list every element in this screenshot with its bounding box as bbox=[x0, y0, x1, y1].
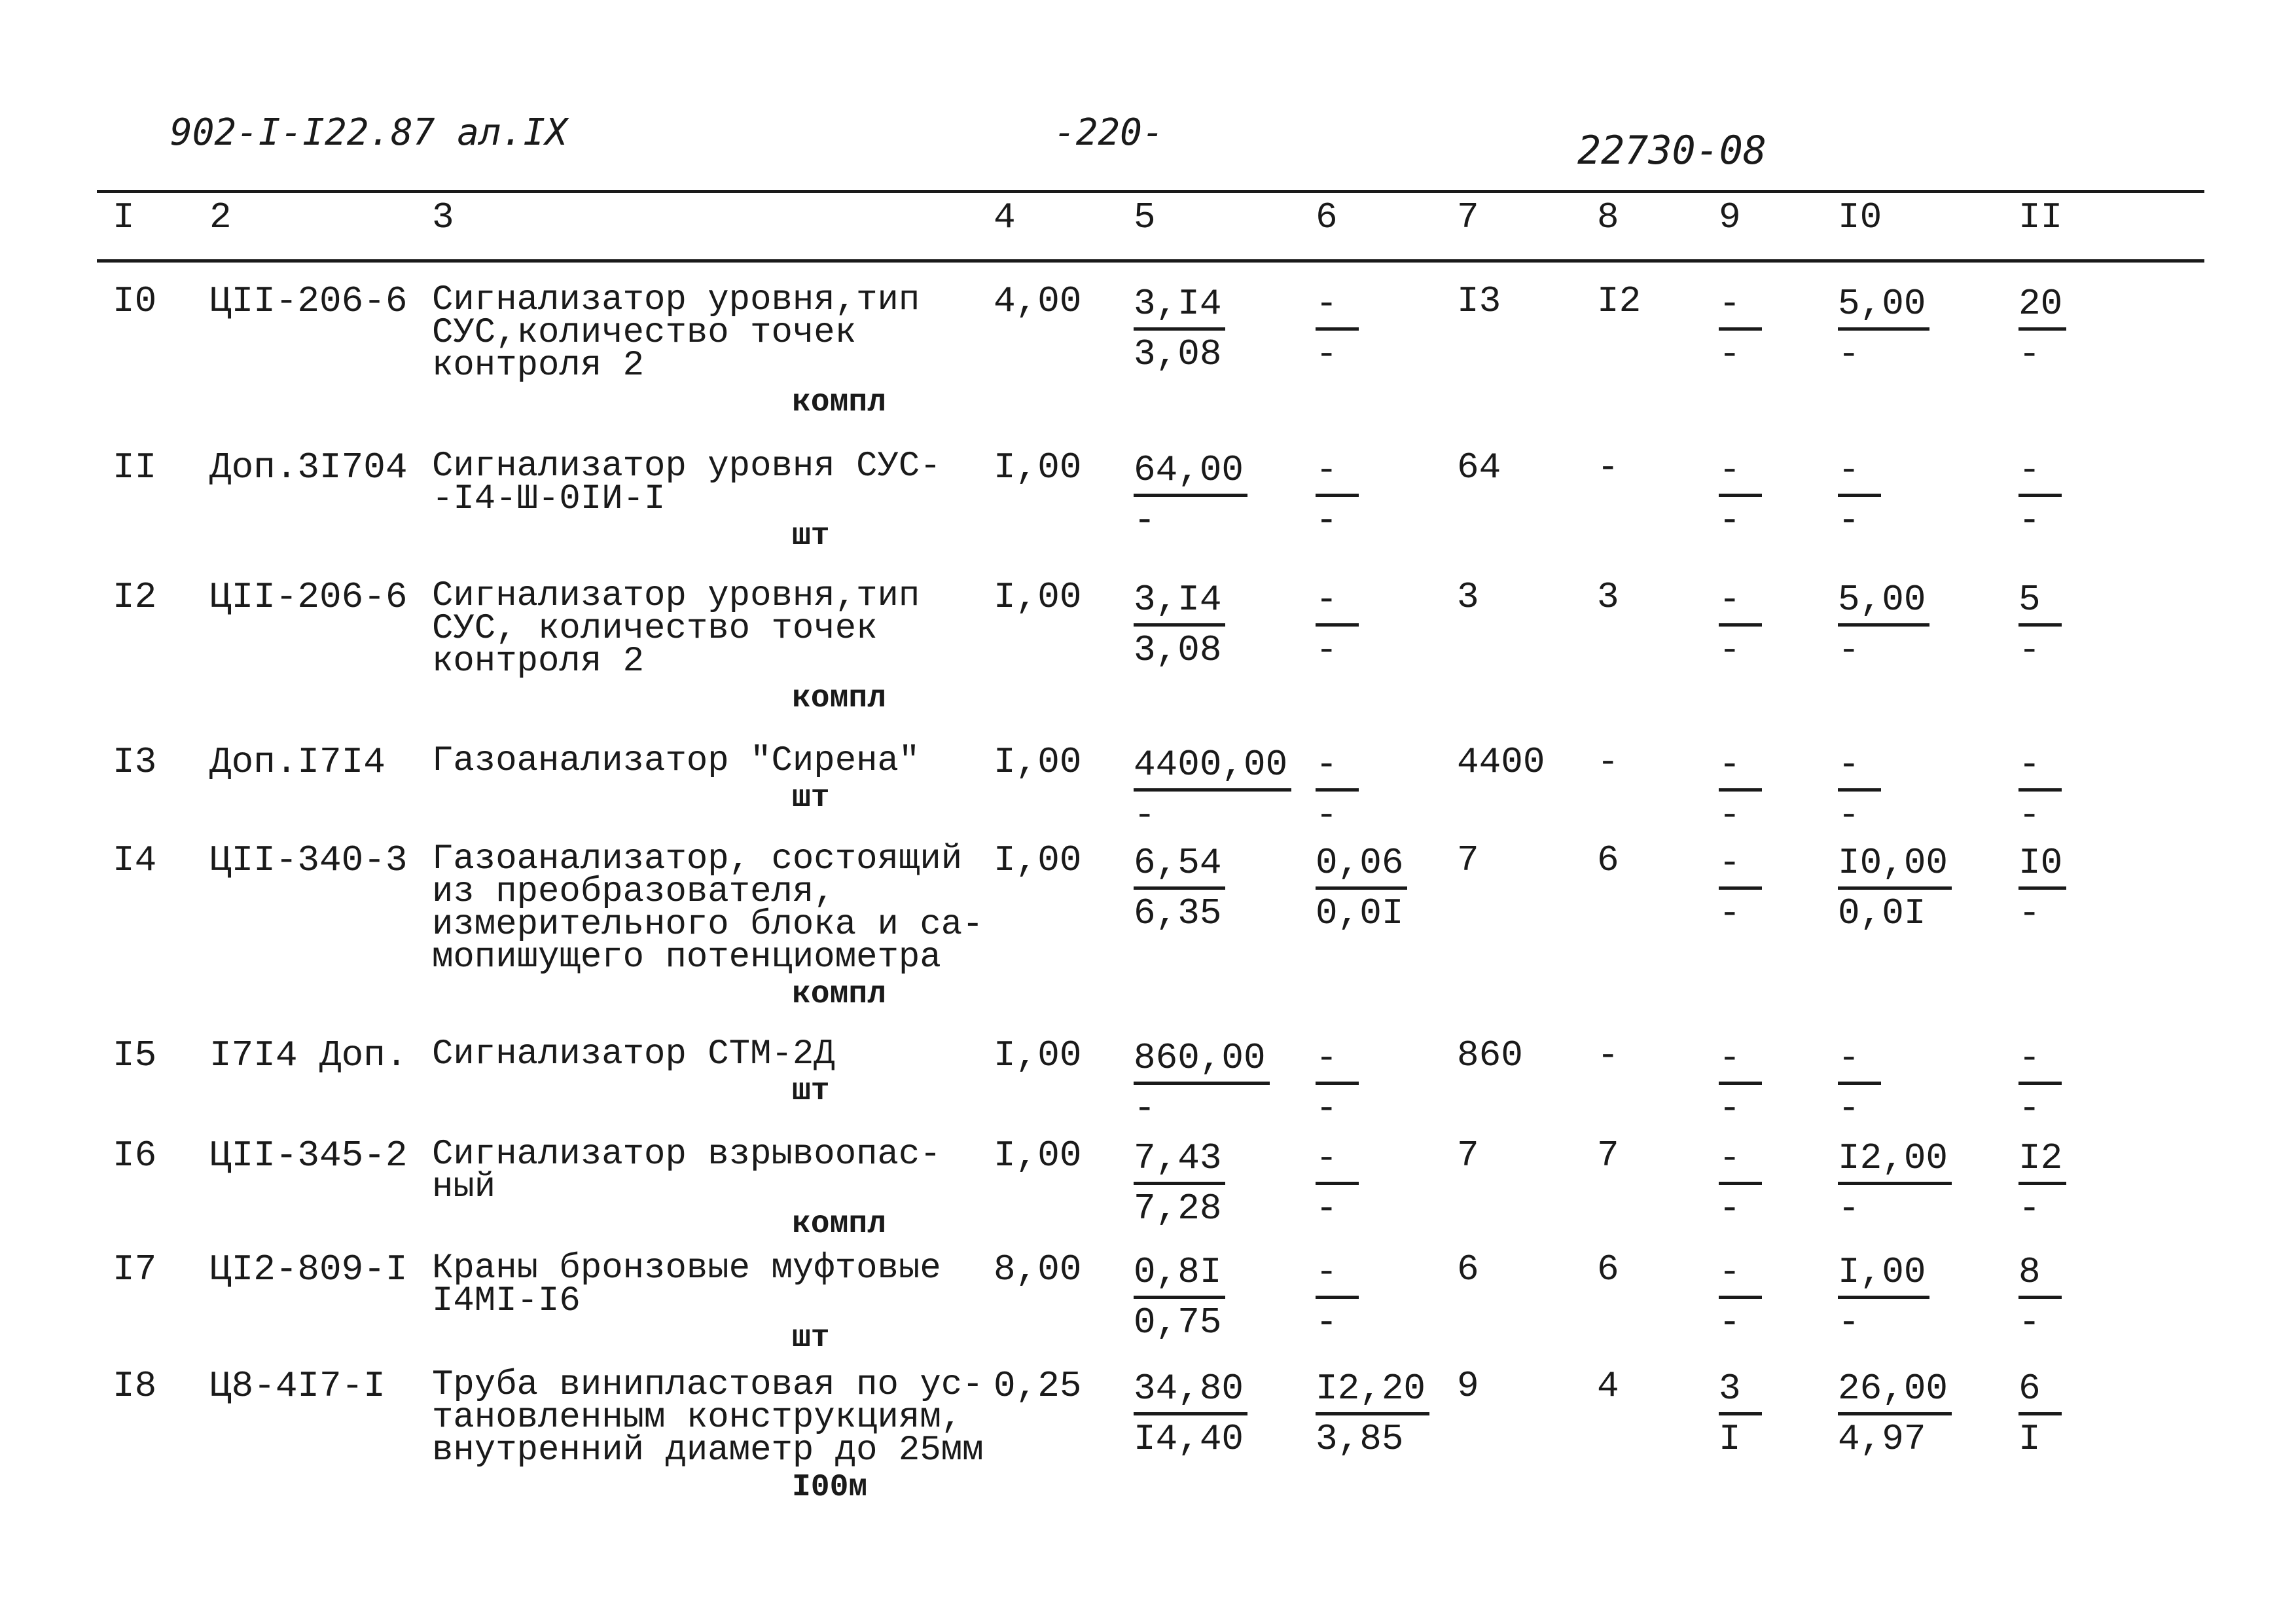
fraction-denominator: 3,85 bbox=[1316, 1418, 1404, 1460]
fraction-numerator: 0,06 bbox=[1316, 839, 1407, 890]
fraction-cell-c6 bbox=[1316, 839, 1407, 937]
fraction-numerator: 64,00 bbox=[1134, 447, 1247, 497]
fraction-cell-c10 bbox=[1838, 1365, 1952, 1463]
unit-of-measure: шт bbox=[792, 519, 830, 554]
fraction-denominator: - bbox=[1316, 1188, 1338, 1230]
fraction-numerator: 6,54 bbox=[1134, 839, 1225, 890]
fraction-cell-c9 bbox=[1719, 741, 1762, 839]
fraction-denominator: - bbox=[2018, 333, 2041, 375]
quantity: 0,25 bbox=[994, 1365, 1082, 1407]
fraction-cell-c9 bbox=[1719, 280, 1762, 378]
fraction-denominator: 0,0I bbox=[1838, 892, 1926, 934]
item-description bbox=[432, 741, 969, 781]
fraction-cell-c11 bbox=[2018, 839, 2066, 937]
fraction-denominator: - bbox=[1316, 629, 1338, 671]
fraction-numerator: - bbox=[1719, 280, 1762, 331]
fraction-denominator: I4,40 bbox=[1134, 1418, 1244, 1460]
row-number: I6 bbox=[113, 1135, 157, 1176]
fraction-cell-c5 bbox=[1134, 576, 1225, 674]
unit-of-measure: компл bbox=[792, 977, 887, 1012]
fraction-denominator: - bbox=[1134, 794, 1156, 836]
fraction-numerator: 0,8I bbox=[1134, 1249, 1225, 1299]
description-line: Краны бронзовые муфтовые bbox=[432, 1249, 941, 1288]
col-8-value: - bbox=[1597, 447, 1619, 488]
col-7-value: I3 bbox=[1457, 280, 1501, 322]
fraction-cell-c9 bbox=[1719, 1365, 1762, 1463]
page-number: -220- bbox=[1054, 111, 1164, 154]
col-8-value: 7 bbox=[1597, 1135, 1619, 1176]
fraction-cell-c11 bbox=[2018, 1365, 2062, 1463]
description-line: контроля 2 bbox=[432, 642, 645, 682]
unit-of-measure: I00м bbox=[792, 1470, 868, 1505]
quantity: I,00 bbox=[994, 741, 1082, 783]
col-7-value: 64 bbox=[1457, 447, 1501, 488]
fraction-cell-c5 bbox=[1134, 1365, 1247, 1463]
item-description bbox=[432, 839, 984, 977]
fraction-numerator: - bbox=[1719, 447, 1762, 497]
item-description bbox=[432, 1365, 984, 1470]
description-line: СУС,количество точек bbox=[432, 313, 857, 353]
unit-of-measure: компл bbox=[792, 681, 887, 716]
unit-of-measure: компл bbox=[792, 385, 887, 420]
fraction-numerator: 860,00 bbox=[1134, 1034, 1270, 1085]
fraction-denominator: - bbox=[2018, 1302, 2041, 1343]
fraction-numerator: I0,00 bbox=[1838, 839, 1952, 890]
unit-of-measure: компл bbox=[792, 1207, 887, 1242]
fraction-denominator: - bbox=[2018, 794, 2041, 836]
fraction-numerator: - bbox=[1719, 839, 1762, 890]
col-7-value: 9 bbox=[1457, 1365, 1479, 1407]
rate-code: ЦI2-809-I bbox=[209, 1249, 408, 1290]
fraction-denominator: - bbox=[1719, 794, 1741, 836]
fraction-cell-c9 bbox=[1719, 839, 1762, 937]
column-header-1: I bbox=[113, 196, 135, 238]
item-description bbox=[432, 1034, 969, 1074]
fraction-numerator: 5,00 bbox=[1838, 576, 1929, 627]
description-line: мопишущего потенциометра bbox=[432, 938, 941, 977]
fraction-denominator: - bbox=[1719, 1087, 1741, 1129]
fraction-numerator: - bbox=[2018, 1034, 2062, 1085]
fraction-cell-c6 bbox=[1316, 1135, 1359, 1232]
description-line: Сигнализатор уровня СУС- bbox=[432, 447, 941, 486]
description-line: I4MI-I6 bbox=[432, 1281, 581, 1321]
fraction-denominator: 7,28 bbox=[1134, 1188, 1222, 1230]
rate-code: Доп.I7I4 bbox=[209, 741, 386, 783]
rate-code: ЦII-345-2 bbox=[209, 1135, 408, 1176]
fraction-numerator: - bbox=[1838, 741, 1881, 792]
fraction-cell-c6 bbox=[1316, 447, 1359, 544]
fraction-numerator: - bbox=[1316, 1034, 1359, 1085]
item-description bbox=[432, 1135, 969, 1207]
fraction-numerator: I2,00 bbox=[1838, 1135, 1952, 1185]
col-7-value: 7 bbox=[1457, 1135, 1479, 1176]
fraction-denominator: I bbox=[2018, 1418, 2041, 1460]
fraction-numerator: - bbox=[1719, 1135, 1762, 1185]
col-7-value: 860 bbox=[1457, 1034, 1523, 1076]
col-7-value: 3 bbox=[1457, 576, 1479, 618]
col-7-value: 6 bbox=[1457, 1249, 1479, 1290]
doc-code: 902-I-I22.87 ал.IX bbox=[170, 111, 567, 154]
rate-code: Доп.3I704 bbox=[209, 447, 408, 488]
fraction-denominator: - bbox=[2018, 629, 2041, 671]
fraction-numerator: I2,20 bbox=[1316, 1365, 1429, 1415]
column-header-6: 6 bbox=[1316, 196, 1338, 238]
description-line: Газоанализатор, состоящий bbox=[432, 839, 963, 879]
fraction-cell-c6 bbox=[1316, 1365, 1429, 1463]
quantity: I,00 bbox=[994, 839, 1082, 881]
description-line: Газоанализатор "Сирена" bbox=[432, 741, 920, 781]
fraction-numerator: - bbox=[1316, 741, 1359, 792]
fraction-denominator: - bbox=[1719, 1302, 1741, 1343]
description-line: Сигнализатор уровня,тип bbox=[432, 576, 920, 616]
sheet-number: 22730-08 bbox=[1577, 128, 1767, 173]
item-description bbox=[432, 576, 969, 682]
column-header-4: 4 bbox=[994, 196, 1016, 238]
column-header-7: 7 bbox=[1457, 196, 1479, 238]
description-line: СУС, количество точек bbox=[432, 609, 878, 649]
fraction-cell-c10 bbox=[1838, 741, 1881, 839]
unit-of-measure: шт bbox=[792, 780, 830, 816]
description-line: Сигнализатор уровня,тип bbox=[432, 280, 920, 320]
fraction-cell-c6 bbox=[1316, 576, 1359, 674]
fraction-numerator: - bbox=[1316, 280, 1359, 331]
fraction-numerator: - bbox=[2018, 741, 2062, 792]
fraction-cell-c10 bbox=[1838, 1034, 1881, 1132]
description-line: Сигнализатор взрывоопас- bbox=[432, 1135, 941, 1175]
fraction-cell-c9 bbox=[1719, 1034, 1762, 1132]
col-7-value: 7 bbox=[1457, 839, 1479, 881]
fraction-cell-c5 bbox=[1134, 447, 1247, 544]
fraction-numerator: 3,I4 bbox=[1134, 280, 1225, 331]
col-8-value: I2 bbox=[1597, 280, 1641, 322]
col-8-value: 4 bbox=[1597, 1365, 1619, 1407]
fraction-denominator: - bbox=[1134, 1087, 1156, 1129]
fraction-numerator: 5 bbox=[2018, 576, 2062, 627]
column-header-11: II bbox=[2018, 196, 2063, 238]
fraction-denominator: - bbox=[1838, 333, 1860, 375]
fraction-denominator: - bbox=[1719, 500, 1741, 541]
description-line: контроля 2 bbox=[432, 346, 645, 386]
fraction-cell-c6 bbox=[1316, 280, 1359, 378]
rate-code: ЦII-206-6 bbox=[209, 576, 408, 618]
fraction-denominator: - bbox=[1719, 892, 1741, 934]
quantity: 8,00 bbox=[994, 1249, 1082, 1290]
fraction-numerator: 7,43 bbox=[1134, 1135, 1225, 1185]
quantity: 4,00 bbox=[994, 280, 1082, 322]
fraction-numerator: 6 bbox=[2018, 1365, 2062, 1415]
fraction-numerator: - bbox=[1316, 1135, 1359, 1185]
column-header-3: 3 bbox=[432, 196, 454, 238]
quantity: I,00 bbox=[994, 1135, 1082, 1176]
fraction-numerator: 8 bbox=[2018, 1249, 2062, 1299]
fraction-denominator: - bbox=[2018, 892, 2041, 934]
fraction-cell-c5 bbox=[1134, 1249, 1225, 1346]
fraction-cell-c9 bbox=[1719, 1135, 1762, 1232]
column-header-9: 9 bbox=[1719, 196, 1741, 238]
fraction-cell-c5 bbox=[1134, 839, 1225, 937]
quantity: I,00 bbox=[994, 1034, 1082, 1076]
description-line: тановленным конструкциям, bbox=[432, 1398, 963, 1438]
fraction-denominator: 3,08 bbox=[1134, 333, 1222, 375]
fraction-numerator: 34,80 bbox=[1134, 1365, 1247, 1415]
fraction-cell-c10 bbox=[1838, 1249, 1929, 1346]
col-8-value: 6 bbox=[1597, 1249, 1619, 1290]
fraction-cell-c6 bbox=[1316, 1249, 1359, 1346]
fraction-denominator: - bbox=[1316, 333, 1338, 375]
col-8-value: - bbox=[1597, 741, 1619, 783]
fraction-denominator: 6,35 bbox=[1134, 892, 1222, 934]
rate-code: ЦII-206-6 bbox=[209, 280, 408, 322]
fraction-numerator: - bbox=[1316, 447, 1359, 497]
fraction-numerator: I2 bbox=[2018, 1135, 2066, 1185]
fraction-cell-c5 bbox=[1134, 741, 1291, 839]
description-line: измерительного блока и са- bbox=[432, 905, 984, 945]
fraction-denominator: - bbox=[1838, 1302, 1860, 1343]
fraction-cell-c11 bbox=[2018, 280, 2066, 378]
fraction-cell-c11 bbox=[2018, 1034, 2062, 1132]
item-description bbox=[432, 447, 969, 519]
fraction-denominator: - bbox=[1316, 500, 1338, 541]
item-description bbox=[432, 280, 969, 386]
fraction-denominator: 0,0I bbox=[1316, 892, 1404, 934]
row-number: I8 bbox=[113, 1365, 157, 1407]
column-header-5: 5 bbox=[1134, 196, 1156, 238]
fraction-denominator: - bbox=[1719, 333, 1741, 375]
fraction-numerator: 3,I4 bbox=[1134, 576, 1225, 627]
table-header-rule bbox=[97, 259, 2204, 263]
fraction-cell-c11 bbox=[2018, 576, 2062, 674]
fraction-cell-c11 bbox=[2018, 741, 2062, 839]
fraction-cell-c5 bbox=[1134, 1034, 1270, 1132]
fraction-denominator: - bbox=[1719, 629, 1741, 671]
unit-of-measure: шт bbox=[792, 1074, 830, 1109]
fraction-numerator: - bbox=[1316, 576, 1359, 627]
fraction-numerator: - bbox=[1719, 1249, 1762, 1299]
description-line: ный bbox=[432, 1167, 496, 1207]
fraction-denominator: - bbox=[1838, 500, 1860, 541]
description-line: внутренний диаметр до 25мм bbox=[432, 1431, 984, 1470]
fraction-cell-c10 bbox=[1838, 839, 1952, 937]
fraction-numerator: - bbox=[1719, 741, 1762, 792]
fraction-denominator: 4,97 bbox=[1838, 1418, 1926, 1460]
fraction-cell-c6 bbox=[1316, 1034, 1359, 1132]
fraction-denominator: I bbox=[1719, 1418, 1741, 1460]
fraction-denominator: 3,08 bbox=[1134, 629, 1222, 671]
table-top-rule bbox=[97, 190, 2204, 193]
fraction-denominator: - bbox=[1838, 794, 1860, 836]
fraction-denominator: - bbox=[1838, 1188, 1860, 1230]
fraction-numerator: 5,00 bbox=[1838, 280, 1929, 331]
column-header-2: 2 bbox=[209, 196, 232, 238]
fraction-cell-c9 bbox=[1719, 576, 1762, 674]
row-number: I2 bbox=[113, 576, 157, 618]
fraction-denominator: - bbox=[1316, 794, 1338, 836]
fraction-denominator: - bbox=[1838, 1087, 1860, 1129]
col-7-value: 4400 bbox=[1457, 741, 1545, 783]
fraction-cell-c11 bbox=[2018, 1249, 2062, 1346]
unit-of-measure: шт bbox=[792, 1321, 830, 1356]
fraction-numerator: I,00 bbox=[1838, 1249, 1929, 1299]
fraction-cell-c11 bbox=[2018, 1135, 2066, 1232]
fraction-cell-c10 bbox=[1838, 1135, 1952, 1232]
column-header-10: I0 bbox=[1838, 196, 1882, 238]
fraction-numerator: - bbox=[1719, 1034, 1762, 1085]
column-header-8: 8 bbox=[1597, 196, 1619, 238]
description-line: Труба винипластовая по ус- bbox=[432, 1365, 984, 1405]
fraction-denominator: - bbox=[2018, 1188, 2041, 1230]
fraction-numerator: - bbox=[1838, 447, 1881, 497]
row-number: I0 bbox=[113, 280, 157, 322]
col-8-value: 3 bbox=[1597, 576, 1619, 618]
fraction-numerator: 26,00 bbox=[1838, 1365, 1952, 1415]
row-number: I3 bbox=[113, 741, 157, 783]
fraction-cell-c9 bbox=[1719, 1249, 1762, 1346]
fraction-cell-c9 bbox=[1719, 447, 1762, 544]
description-line: -I4-Ш-0IИ-I bbox=[432, 479, 666, 519]
fraction-numerator: - bbox=[1316, 1249, 1359, 1299]
col-8-value: 6 bbox=[1597, 839, 1619, 881]
row-number: I7 bbox=[113, 1249, 157, 1290]
fraction-cell-c11 bbox=[2018, 447, 2062, 544]
fraction-cell-c6 bbox=[1316, 741, 1359, 839]
fraction-numerator: 20 bbox=[2018, 280, 2066, 331]
fraction-numerator: 3 bbox=[1719, 1365, 1762, 1415]
row-number: I4 bbox=[113, 839, 157, 881]
fraction-cell-c10 bbox=[1838, 576, 1929, 674]
fraction-denominator: - bbox=[2018, 500, 2041, 541]
fraction-numerator: I0 bbox=[2018, 839, 2066, 890]
fraction-denominator: 0,75 bbox=[1134, 1302, 1222, 1343]
rate-code: I7I4 Доп. bbox=[209, 1034, 408, 1076]
quantity: I,00 bbox=[994, 576, 1082, 618]
fraction-cell-c5 bbox=[1134, 280, 1225, 378]
fraction-denominator: - bbox=[1719, 1188, 1741, 1230]
fraction-numerator: - bbox=[1719, 576, 1762, 627]
fraction-denominator: - bbox=[2018, 1087, 2041, 1129]
fraction-numerator: - bbox=[2018, 447, 2062, 497]
row-number: II bbox=[113, 447, 157, 488]
col-8-value: - bbox=[1597, 1034, 1619, 1076]
fraction-denominator: - bbox=[1316, 1087, 1338, 1129]
fraction-numerator: 4400,00 bbox=[1134, 741, 1291, 792]
rate-code: ЦII-340-3 bbox=[209, 839, 408, 881]
fraction-denominator: - bbox=[1134, 500, 1156, 541]
fraction-cell-c5 bbox=[1134, 1135, 1225, 1232]
fraction-denominator: - bbox=[1838, 629, 1860, 671]
quantity: I,00 bbox=[994, 447, 1082, 488]
rate-code: Ц8-4I7-I bbox=[209, 1365, 386, 1407]
fraction-denominator: - bbox=[1316, 1302, 1338, 1343]
row-number: I5 bbox=[113, 1034, 157, 1076]
item-description bbox=[432, 1249, 969, 1321]
fraction-numerator: - bbox=[1838, 1034, 1881, 1085]
fraction-cell-c10 bbox=[1838, 280, 1929, 378]
fraction-cell-c10 bbox=[1838, 447, 1881, 544]
description-line: из преобразователя, bbox=[432, 872, 835, 912]
description-line: Сигнализатор СТМ-2Д bbox=[432, 1034, 835, 1074]
